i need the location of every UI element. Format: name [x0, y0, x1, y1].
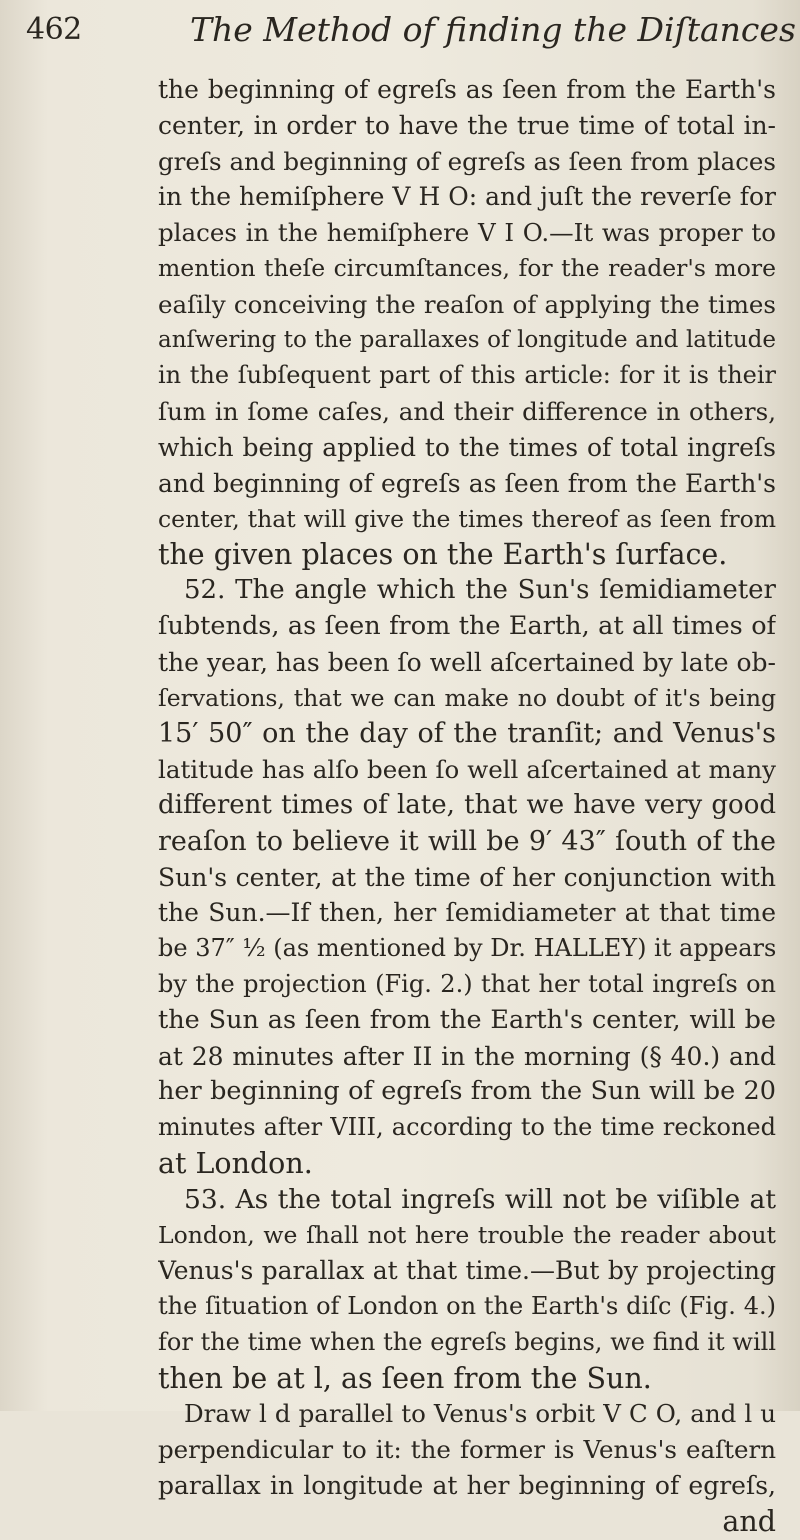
body-text: [158, 72, 776, 1540]
text-line: different times of late, that we have very good: [158, 789, 776, 820]
text-line: ſervations, that we can make no doubt of it's being: [158, 683, 776, 712]
text-line: greſs and beginning of egreſs as ſeen from places: [158, 146, 776, 176]
catchword: and: [722, 1504, 776, 1538]
text-line: for the time when the egreſs begins, we find it will: [158, 1327, 776, 1356]
text-line: the given places on the Earth's ſurface.: [158, 538, 728, 572]
text-line: and beginning of egreſs as ſeen from the Earth's: [158, 468, 776, 498]
text-line: Sun's center, at the time of her conjunction with: [158, 862, 776, 892]
text-line: minutes after VIII, according to the time reckoned: [158, 1113, 776, 1142]
running-head: The Method of finding the Diſtances: [190, 10, 796, 49]
text-line: Venus's parallax at that time.—But by projecting: [158, 1256, 776, 1286]
text-line: ſubtends, as ſeen from the Earth, at all times of: [158, 610, 776, 641]
text-line: in the hemiſphere V H O: and juſt the reverſe for: [158, 182, 776, 212]
text-line: the Sun as ſeen from the Earth's center, will be: [158, 1004, 776, 1035]
text-line: which being applied to the times of total ingreſs: [158, 432, 776, 462]
text-line: Draw l d parallel to Venus's orbit V C O, and l u: [184, 1399, 776, 1429]
text-line: the ſituation of London on the Earth's diſc (Fig. 4.): [158, 1292, 776, 1321]
text-line: center, in order to have the true time of total in-: [158, 110, 776, 140]
text-line: places in the hemiſphere V I O.—It was proper to: [158, 218, 776, 248]
text-line: center, that will give the times thereof as ſeen from: [158, 504, 776, 533]
text-line: mention theſe circumſtances, for the reader's more: [158, 253, 776, 282]
text-line: at 28 minutes after II in the morning (§ 40.) and: [158, 1041, 776, 1071]
text-line: at London.: [158, 1146, 313, 1180]
text-line: 15′ 50″ on the day of the tranſit; and Venus's: [158, 718, 776, 750]
text-line: parallax in longitude at her beginning of egreſs,: [158, 1471, 776, 1501]
text-line: eaſily conceiving the reaſon of applying the times: [158, 289, 776, 319]
text-line: 52. The angle which the Sun's ſemidiameter: [184, 575, 776, 606]
text-line: by the projection (Fig. 2.) that her total ingreſs on: [158, 969, 776, 998]
text-line: latitude has alſo been ſo well aſcertained at many: [158, 755, 776, 785]
text-line: perpendicular to it: the former is Venus's eaſtern: [158, 1435, 776, 1465]
text-line: London, we ſhall not here trouble the reader about: [158, 1220, 776, 1249]
text-line: then be at l, as ſeen from the Sun.: [158, 1361, 652, 1395]
text-line: in the ſubſequent part of this article: for it is their: [158, 361, 776, 390]
text-line: ſum in ſome caſes, and their difference in others,: [158, 397, 776, 427]
text-line: be 37″ ½ (as mentioned by Dr. HALLEY) it appears: [158, 934, 776, 963]
page-header: [0, 8, 800, 58]
text-line: 53. As the total ingreſs will not be viſible at: [184, 1183, 776, 1215]
text-line: the year, has been ſo well aſcertained by late ob-: [158, 647, 776, 677]
text-line: reaſon to believe it will be 9′ 43″ ſouth of the: [158, 825, 776, 857]
text-line: her beginning of egreſs from the Sun will be 20: [158, 1076, 776, 1107]
text-line: the beginning of egreſs as ſeen from the Earth's: [158, 75, 776, 104]
text-line: anſwering to the parallaxes of longitude and latitude: [158, 326, 776, 353]
page-number: 462: [26, 12, 82, 47]
text-line: the Sun.—If then, her ſemidiameter at that time: [158, 898, 776, 928]
